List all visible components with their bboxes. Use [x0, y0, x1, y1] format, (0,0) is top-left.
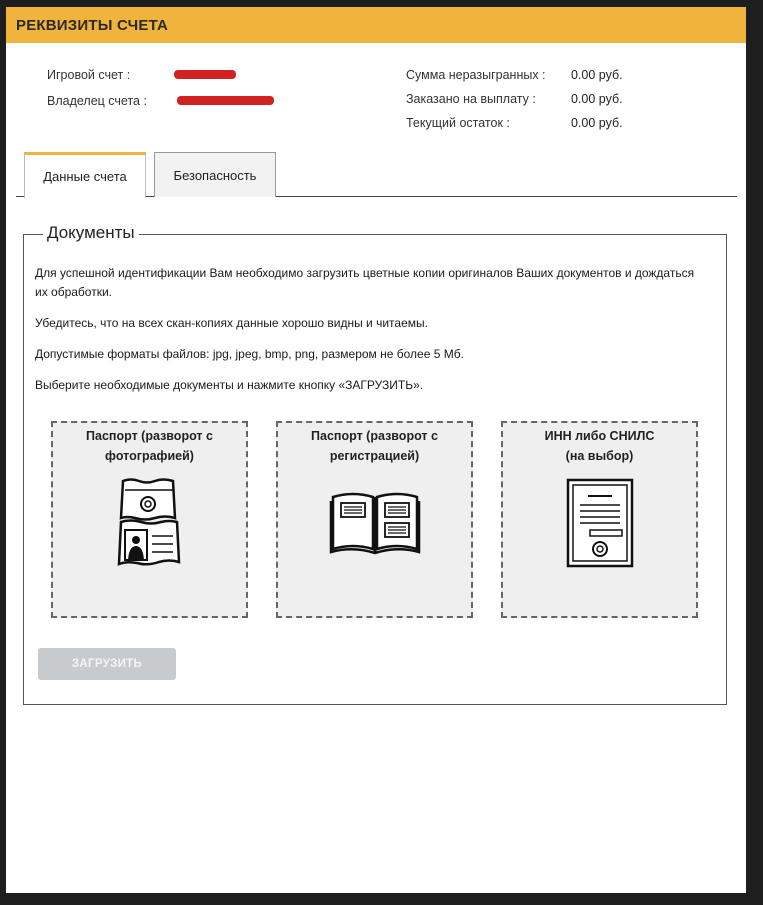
tab-security[interactable]: Безопасность [154, 152, 276, 197]
doc-card-passport-photo[interactable] [51, 421, 248, 618]
account-info [6, 43, 746, 153]
doc-card-title: Паспорт (разворот с фотографией) [86, 429, 213, 463]
owner-redacted [177, 96, 274, 105]
balance-value: 0.00 руб. [571, 116, 623, 130]
account-details-panel [6, 7, 746, 893]
balance-label: Текущий остаток : [406, 116, 510, 130]
game-account-label: Игровой счет : [47, 68, 131, 82]
instruction-text-2: Убедитесь, что на всех скан-копиях данные хорошо видны и читаемы. [35, 316, 428, 330]
unplayed-value: 0.00 руб. [571, 68, 623, 82]
instruction-text-3: Допустимые форматы файлов: jpg, jpeg, bmp, png, размером не более 5 Мб. [35, 347, 464, 361]
doc-card-title: ИНН либо СНИЛС (на выбор) [544, 429, 655, 463]
instruction-text-1: Для успешной идентификации Вам необходимо загрузить цветные копии оригиналов Ваших документов и дождаться их обработки. [35, 266, 695, 299]
instruction-text-4: Выберите необходимые документы и нажмите кнопку «ЗАГРУЗИТЬ». [35, 378, 424, 392]
upload-button[interactable]: ЗАГРУЗИТЬ [38, 648, 176, 680]
tab-account-data[interactable]: Данные счета [24, 152, 146, 198]
open-book-icon [329, 491, 421, 555]
game-account-redacted [174, 70, 236, 79]
page-title-text: РЕКВИЗИТЫ СЧЕТА [16, 16, 169, 34]
page-title [6, 7, 746, 43]
doc-card-passport-registration[interactable] [276, 421, 473, 618]
doc-card-inn-snils[interactable] [501, 421, 698, 618]
owner-label: Владелец счета : [47, 94, 147, 108]
tab-bar [16, 152, 737, 197]
passport-photo-icon [117, 478, 183, 570]
unplayed-label: Сумма неразыгранных : [406, 68, 546, 82]
doc-card-title: Паспорт (разворот с регистрацией) [311, 429, 438, 463]
ordered-label: Заказано на выплату : [406, 92, 536, 106]
ordered-value: 0.00 руб. [571, 92, 623, 106]
documents-legend: Документы [43, 223, 139, 243]
documents-section [23, 223, 727, 705]
certificate-icon [566, 478, 634, 568]
